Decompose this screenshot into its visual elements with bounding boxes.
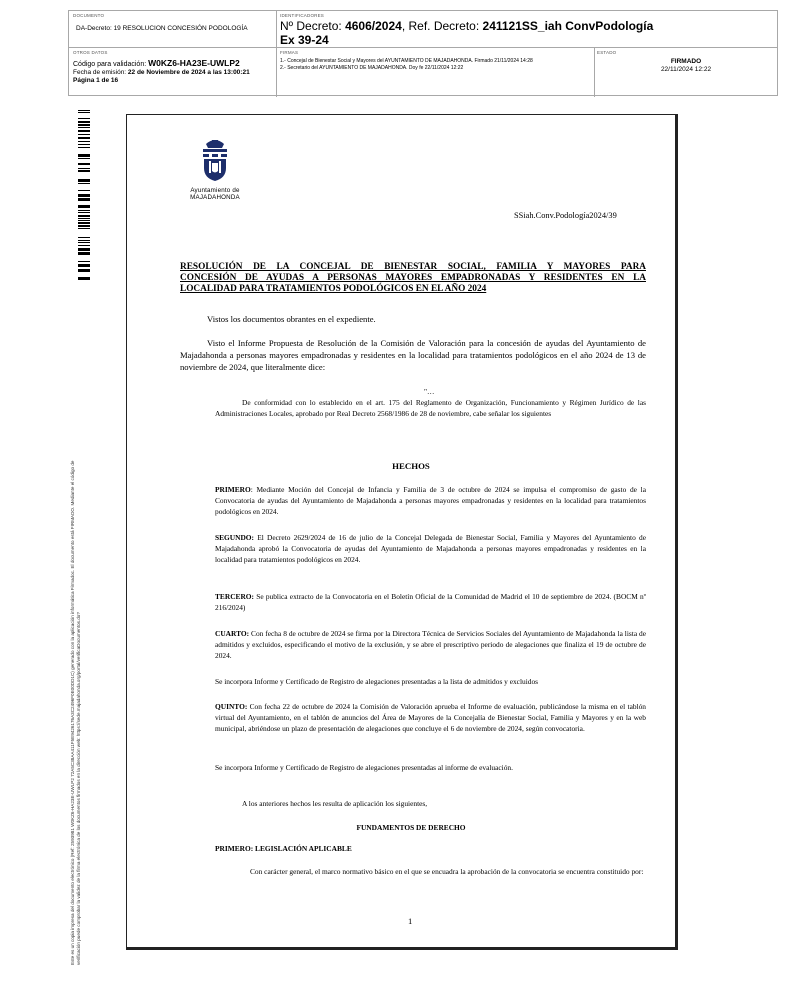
primero-text: : Mediante Moción del Concejal de Infancia y Familia de 3 de octubre de 2024 se impulsa el compromiso de gasto de la Convocatoria de ayudas del Ayuntamiento de Majadahonda a personas mayores empadronadas y residentes en la localidad para tratamientos podológicos en 2024. [215,485,646,516]
paragraph-conformidad: De conformidad con lo establecido en el art. 175 del Reglamento de Organización, Funcionamiento y Régimen Jurídico de las Administraciones Locales, aprobado por Real Decreto 2568/1986 de 28 de noviembre, cabe señalar los siguientes [215,398,646,418]
coat-of-arms-icon [200,138,230,182]
hecho-primero [215,484,646,517]
firma-2: 2.- Secretario del AYUNTAMIENTO DE MAJADAHONDA. Doy fe 22/11/2024 12:22 [280,64,464,71]
identificadores-cell [280,13,770,47]
side-text-line-1: Este es un copia impresa del documento electrónico (Ref: 2593981 W0KZ6-HA23E-UWLP2 72A5C38AA411F5E9426176A3C2496F0E00DD1C) generado con la aplicación informática Firmadoc. El documento está FIRMADO. Mediante el código de [70,460,75,965]
estado-label: ESTADO [597,50,617,55]
legislacion-heading: PRIMERO: LEGISLACIÓN APLICABLE [215,844,352,853]
tercero-label: TERCERO: [215,592,255,601]
logo-line-1: Ayuntamiento de [190,187,240,194]
quinto-label: QUINTO: [215,702,248,711]
firma-1: 1.- Concejal de Bienestar Social y Mayores del AYUNTAMIENTO DE MAJADAHONDA. Firmado 21/11/2024 14:28 [280,58,533,64]
fecha-emision [73,69,273,77]
title-line-2: CONCESIÓN DE AYUDAS A PERSONAS MAYORES EMPADRONADAS Y RESIDENTES EN LA [180,273,646,283]
decreto-line [280,19,770,33]
paragraph-anteriores: A los anteriores hechos les resulta de aplicación los siguientes, [242,799,428,808]
firmas-label: FIRMAS [280,50,299,55]
incorpora-informe-2: Se incorpora Informe y Certificado de Registro de alegaciones presentadas al informe de evaluación. [215,763,513,772]
verification-side-text [70,305,90,965]
barcode-image [78,110,90,280]
paragraph-marco-normativo: Con carácter general, el marco normativo básico en el que se encuadra la aprobación de la convocatoria se encuentra constituido por: [250,867,644,876]
codigo-value: W0KZ6-HA23E-UWLP2 [148,58,240,68]
decreto-prefix: Nº Decreto: [280,19,346,33]
otros-datos-cell [73,50,273,85]
document-header [68,10,778,96]
firmas-cell [280,50,590,71]
hecho-cuarto [215,628,646,661]
resolution-title [180,262,646,295]
documento-cell [73,13,273,33]
hechos-heading: HECHOS [392,461,430,471]
pagina-count: Página 1 de 16 [73,77,119,84]
cuarto-text: Con fecha 8 de octubre de 2024 se firma por la Directora Técnica de Servicios Sociales del Ayuntamiento de Majadahonda la lista de admitidos y excluidos, especificando el motivo de la exclusión, y se abre el prescriptivo periodo de alegaciones que finaliza el 19 de octubre de 2024. [215,629,646,660]
tercero-text: Se publica extracto de la Convocatoria en el Boletín Oficial de la Comunidad de Madrid el 10 de septiembre de 2024. (BOCM nº 216/2024) [215,592,646,612]
document-reference: SSiah.Conv.Podología2024/39 [514,211,617,220]
side-text-line-2: verificación puede comprobar la validez de la firma electrónica de los documentos firmados en la dirección web: https://sede.majadahonda.org/portal/verificaDocumentos.do? [76,612,81,965]
decreto-number: 4606/2024 [345,19,402,33]
otros-datos-label: OTROS DATOS [73,50,108,55]
ayuntamiento-logo [180,138,250,201]
documento-label: DOCUMENTO [73,13,105,18]
quinto-text: Con fecha 22 de octubre de 2024 la Comisión de Valoración aprueba el Informe de evaluación, publicándose la misma en el tablón virtual del Ayuntamiento, en el tablón de anuncios del Área de Mayores de la Concejalía de Bienestar Social, Familia y Mayores y en la web municipal, abriéndose un plazo de presentación de alegaciones que concluye el 6 de noviembre de 2024, según convocatoria. [215,702,646,733]
fecha-value: 22 de Noviembre de 2024 a las 13:00:21 [127,69,250,76]
estado-cell [597,50,775,74]
fundamentos-heading: FUNDAMENTOS DE DERECHO [356,823,466,832]
cuarto-label: CUARTO: [215,629,250,638]
title-line-3: LOCALIDAD PARA TRATAMIENTOS PODOLÓGICOS EN EL AÑO 2024 [180,284,487,294]
decreto-mid: , Ref. Decreto: [401,19,483,33]
hecho-quinto [215,701,646,734]
codigo-label: Código para validación: [73,61,149,68]
hecho-segundo [215,532,646,565]
segundo-label: SEGUNDO: [215,533,255,542]
page-number: 1 [408,916,413,926]
hecho-tercero [215,591,646,613]
documento-value: DA-Decreto: 19 RESOLUCION CONCESIÓN PODOLOGÍA [76,25,248,32]
estado-date: 22/11/2024 12:22 [660,66,712,73]
logo-line-2: MAJADAHONDA [190,194,240,201]
decreto-ref: 241121SS_iah ConvPodología [482,19,654,33]
primero-label: PRIMERO [215,485,251,494]
codigo-validacion [73,59,273,69]
segundo-text: El Decreto 2629/2024 de 16 de julio de la Concejal Delegada de Bienestar Social, Familia y Mayores del Ayuntamiento de Majadahonda aprobó la Convocatoria de ayudas del Ayuntamiento de Majadahonda a personas mayores empadronadas y residentes en la localidad para tratamientos podológicos en 2024. [215,533,646,564]
identificadores-label: IDENTIFICADORES [280,13,325,18]
paragraph-vistos: Vistos los documentos obrantes en el expediente. [207,314,376,324]
paragraph-visto-informe: Visto el Informe Propuesta de Resolución de la Comisión de Valoración para la concesión de ayudas del Ayuntamiento de Majadahonda a personas mayores empadronadas y residentes en la localidad para tratamientos podológicos en el año 2024 de 13 de noviembre de 2024, que literalmente dice: [180,338,646,372]
fecha-label: Fecha de emisión: [73,69,128,76]
title-line-1: RESOLUCIÓN DE LA CONCEJAL DE BIENESTAR SOCIAL, FAMILIA Y MAYORES PARA [180,262,646,272]
estado-value: FIRMADO [670,58,702,65]
decreto-expediente: Ex 39-24 [280,33,329,47]
incorpora-informe-1: Se incorpora Informe y Certificado de Registro de alegaciones presentadas a la lista de admitidos y excluidos [215,677,539,686]
quote-open: "… [424,387,435,396]
